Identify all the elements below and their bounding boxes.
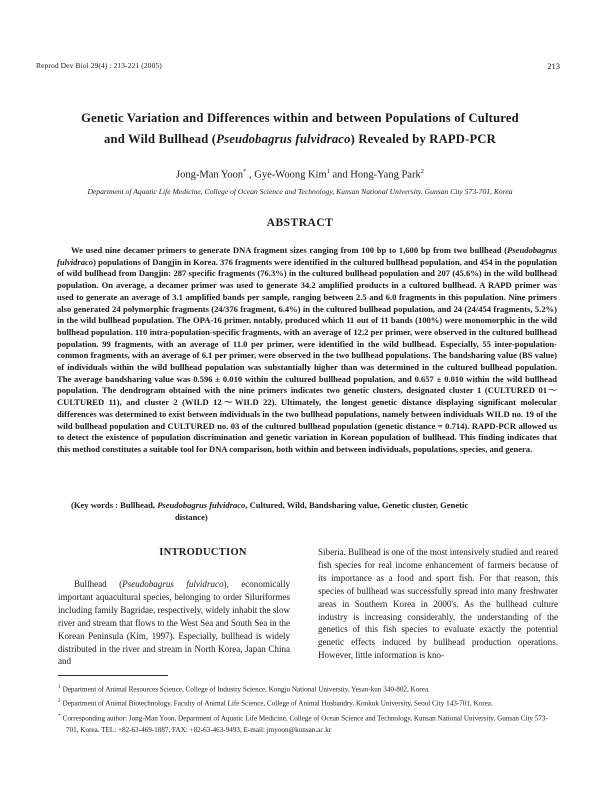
affiliation: Department of Aquatic Life Medicine, College of Ocean Science and Technology, Kunsan National University, Gunsan City 573-701, Korea [87,187,513,196]
footnote-corresponding [58,710,558,737]
intro-left-text-1: Bullhead ( [74,579,123,589]
author-3-mark: 2 [420,168,424,175]
footnote-1 [58,681,558,695]
intro-species-name: Pseudobagrus fulvidraco [122,579,224,589]
abstract-text-2: ) populations of Dangjin in Korea. 376 fragments were identified in the cultured bullhead population, and 454 in the population of wild bullhead from Dangjin: 287 specific fragments (76.3%) in the cultured bullhead population and 207 (45.6%) in the wild bullhead population. On average, a decamer primer was used to generate 34.2 amplified products in a cultured bullhead. A RAPD primer was used to generate an average of 3.1 amplified bands per sample, ranging between 2.5 and 6.0 fragments in this population. Nine primers also generated 24 polymorphic fragments (24/376 fragment, 6.4%) in the cultured bullhead population, and 24 (24/454 fragments, 5.2%) in the wild bullhead population. The OPA-16 primer, notably, produced which 11 out of 11 bands (100%) were monomorphic in the wild bullhead population. 110 intra-population-specific fragments, with an average of 12.2 per primer, were observed in the cultured bullhead population. 99 fragments, with an average of 11.0 per primer, were identified in the wild bullhead. Especially, 55 inter-population-common fragments, with an average of 6.1 per primer, were observed in the two bullhead populations. The bandsharing value (BS value) of individuals within the wild bullhead population was substantially higher than was determined in the cultured bullhead population. The average bandsharing value was 0.596 ± 0.010 within the cultured bullhead population, and 0.657 ± 0.010 within the wild bullhead population. The dendrogram obtained with the nine primers indicates two genetic clusters, designated cluster 1 (CULTURED 01～CULTURED 11), and cluster 2 (WILD 12～WILD 22). Ultimately, the longest genetic distance displaying significant molecular differences was determined to exist between individuals in the two bullhead populations, namely between individuals WILD no. 19 of the wild bullhead population and CULTURED no. 03 of the cultured bullhead population (genetic distance = 0.714). RAPD-PCR allowed us to detect the existence of population discrimination and genetic variation in Korean population of bullhead. This finding indicates that this method constitutes a suitable tool for DNA comparison, both within and between individuals, populations, species, and genera. [57,256,557,454]
title-species-name: Pseudobagrus fulvidraco [216,132,351,146]
footnote-corresponding-text: Corresponding author: Jong-Man Yoon, Department of Aquatic Life Medicine, College of Ocean Science and Technology, Kunsan National University, Gunsan City 573-701, Korea. TEL: +82-63-469-1887, FAX: +82-63-463-9493, E-mail: jmyoon@kunsan.ac.kr [62,714,548,735]
footnote-2-mark: 2 [58,698,61,705]
intro-left-text-2: ), economically important aquacultural species, belonging to order Siluriformes including family Bagridae, respectively, widely inhabit the slow river and stream that flows to the West Sea and South Sea in the Korean Peninsula (Kim, 1997). Especially, bullhead is widely distributed in the river and stream in North Korea, Japan China and [58,579,290,667]
abstract-body [57,245,557,456]
footnote-1-text: Department of Animal Resources Science, College of Industry Science, Kongju National University, Yesan-kun 340-802, Korea. [62,685,430,694]
footnote-corresponding-mark: * [58,712,61,719]
abstract-text-1: We used nine decamer primers to generate DNA fragment sizes ranging from 100 bp to 1,600 bp from two bullhead ( [71,245,508,255]
author-3: Hong-Yang Park [350,169,421,181]
introduction-heading: INTRODUCTION [159,547,247,558]
footnotes [58,681,558,737]
title-line-1: Genetic Variation and Differences within and between Populations of Cultured [81,111,519,125]
keywords-label: (Key words : [71,500,121,510]
author-1: Jong-Man Yoon [176,169,244,181]
running-head: Reprod Dev Biol 29(4) : 213-221 (2005) [36,61,162,70]
keywords-continuation: distance) [175,511,208,522]
author-2-mark: 1 [326,168,330,175]
footnote-divider [58,675,168,676]
title-line-2-pre: and Wild Bullhead ( [104,132,217,146]
author-list [40,168,560,181]
page-number: 213 [547,61,560,71]
keywords-text-1: Bullhead, [120,500,158,510]
author-separator: , [246,169,255,181]
introduction-left-column [58,578,290,668]
keywords-text-2: , Cultured, Wild, Bandsharing value, Genetic cluster, Genetic [245,500,469,510]
title-line-2-post: ) Revealed by RAPD-PCR [350,132,496,146]
footnote-1-mark: 1 [58,684,61,690]
footnote-2 [58,695,558,709]
abstract-heading: ABSTRACT [266,217,334,229]
keywords-species-name: Pseudobagrus fulvidraco [157,500,246,510]
author-1-mark: * [243,168,247,175]
paper-title [50,108,550,150]
abstract-species-name: Pseudobagrus fulvidraco [57,245,557,267]
author-separator-and: and [329,169,351,181]
author-2: Gye-Woong Kim [254,169,327,181]
keywords [57,500,557,523]
footnote-2-text: Department of Animal Biotechnology, Faculty of Animal Life Science, College of Animal Husbandry, Konkuk University, Seoul City 143-701, Korea. [62,699,493,708]
introduction-right-column: Siberia. Bullhead is one of the most intensively studied and reared fish species for real income enhancement of farmers because of its importance as a food and sport fish. For that reason, this species of bullhead was successfully spread into many freshwater areas in Southern Korea in 2000's. As the bullhead culture industry is increasing considerably, the understanding of the genetics of this fish species to evaluate exactly the potential genetic effects induced by bullhead production operations. However, little information is kno- [318,547,558,661]
